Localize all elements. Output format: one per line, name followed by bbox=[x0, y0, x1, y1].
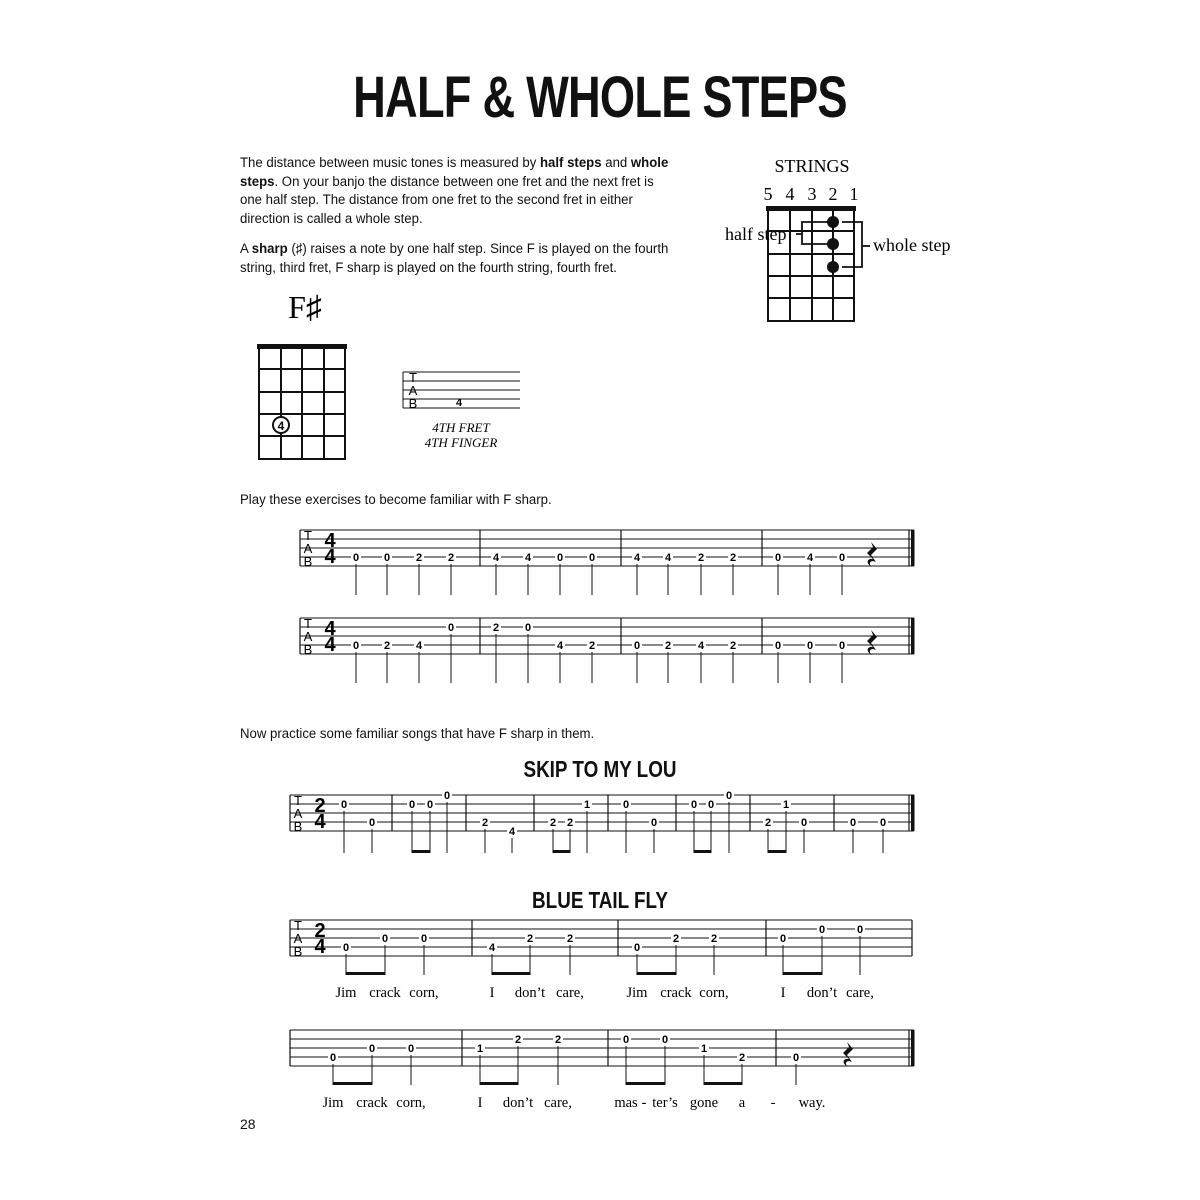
fret-number: 4 bbox=[508, 826, 516, 838]
lyric-syllable: Jim bbox=[626, 985, 648, 1001]
final-thick-barline bbox=[911, 795, 915, 831]
chord-grid bbox=[259, 347, 345, 459]
fret-number: 0 bbox=[661, 1034, 669, 1046]
fret-number: 0 bbox=[342, 942, 350, 954]
beam bbox=[704, 1082, 742, 1085]
fret-number: 2 bbox=[710, 933, 718, 945]
fret-number: 0 bbox=[556, 552, 564, 564]
tab-letter-b: B bbox=[293, 819, 303, 834]
lyric-syllable: corn, bbox=[396, 1095, 426, 1111]
fret-number: 0 bbox=[633, 640, 641, 652]
lyric-syllable: mas bbox=[614, 1095, 638, 1111]
fret-number: 0 bbox=[381, 933, 389, 945]
page-title: HALF & WHOLE STEPS bbox=[353, 65, 847, 130]
caption-line-2: 4TH FINGER bbox=[424, 435, 498, 450]
chord-nut bbox=[257, 344, 347, 349]
page-number: 28 bbox=[240, 1116, 256, 1132]
fret-number: 0 bbox=[856, 924, 864, 936]
tab-letter-b: B bbox=[303, 642, 313, 657]
fret-number: 0 bbox=[588, 552, 596, 564]
quarter-rest bbox=[843, 1042, 853, 1067]
fret-number: 0 bbox=[383, 552, 391, 564]
lyric-syllable: corn, bbox=[699, 985, 729, 1001]
lyric-syllable: - bbox=[641, 1095, 647, 1111]
final-thick-barline bbox=[911, 530, 915, 566]
lyric-syllable: I bbox=[477, 1095, 483, 1111]
fret-number: 2 bbox=[554, 1034, 562, 1046]
fret-number: 2 bbox=[549, 817, 557, 829]
fret-number: 0 bbox=[408, 799, 416, 811]
fret-number: 2 bbox=[764, 817, 772, 829]
fret-number: 0 bbox=[650, 817, 658, 829]
fret-number: 1 bbox=[476, 1043, 484, 1055]
fret-number: 2 bbox=[383, 640, 391, 652]
intro-text-1: The distance between music tones is measured by bbox=[240, 155, 540, 171]
fret-number: 1 bbox=[782, 799, 790, 811]
fret-number: 0 bbox=[800, 817, 808, 829]
fret-number: 0 bbox=[633, 942, 641, 954]
lyric-syllable: I bbox=[489, 985, 495, 1001]
fret-number: 2 bbox=[492, 622, 500, 634]
beam bbox=[412, 850, 430, 853]
fret-number: 0 bbox=[352, 552, 360, 564]
note-dot bbox=[827, 238, 839, 250]
strings-diagram bbox=[720, 150, 970, 330]
fret-number: 0 bbox=[707, 799, 715, 811]
fret-number: 0 bbox=[420, 933, 428, 945]
fret-number: 2 bbox=[415, 552, 423, 564]
exercise-instructions: Play these exercises to become familiar with F sharp. bbox=[240, 492, 552, 508]
final-thick-barline bbox=[911, 618, 915, 654]
fret-number: 4 bbox=[664, 552, 672, 564]
intro-text-3: . On your banjo the distance between one fret and the next fret is one half step. The distance from one fret to the second fret in either direction is called a whole step. bbox=[240, 173, 654, 227]
sharp-term: sharp bbox=[251, 241, 288, 257]
note-dot bbox=[827, 261, 839, 273]
lyric-syllable: care, bbox=[544, 1095, 572, 1111]
strings-heading: STRINGS bbox=[774, 156, 850, 176]
lyric-syllable: corn, bbox=[409, 985, 439, 1001]
fret-number: 0 bbox=[849, 817, 857, 829]
whole-step-bracket bbox=[842, 222, 870, 267]
fret-number: 2 bbox=[514, 1034, 522, 1046]
final-thick-barline bbox=[911, 1030, 915, 1066]
fret-number: 4 bbox=[697, 640, 705, 652]
string-number-1: 1 bbox=[849, 184, 859, 204]
caption-line-1: 4TH FRET bbox=[432, 420, 490, 435]
fret-number: 4 bbox=[806, 552, 814, 564]
beam bbox=[783, 972, 822, 975]
time-signature-top: 4 bbox=[324, 618, 336, 640]
string-number-3: 3 bbox=[807, 184, 817, 204]
tab-letter-t: T bbox=[294, 793, 302, 808]
fret-number: 2 bbox=[738, 1052, 746, 1064]
lyric-syllable: care, bbox=[846, 985, 874, 1001]
beam bbox=[480, 1082, 518, 1085]
fret-number: 0 bbox=[340, 799, 348, 811]
quarter-rest bbox=[867, 542, 877, 567]
lyric-syllable: don’t bbox=[502, 1095, 534, 1111]
lyric-syllable: a bbox=[738, 1095, 746, 1111]
tab-letter-t: T bbox=[304, 616, 312, 631]
exercise-1-tab bbox=[290, 520, 920, 615]
tab-letter-a: A bbox=[408, 383, 418, 398]
fret-number: 0 bbox=[622, 1034, 630, 1046]
chord-name: F♯ bbox=[288, 289, 322, 325]
half-steps-term: half steps bbox=[539, 155, 602, 171]
fret-number: 0 bbox=[838, 640, 846, 652]
time-signature-bottom: 4 bbox=[314, 936, 326, 958]
fret-number: 2 bbox=[481, 817, 489, 829]
blue-tail-fly-tab-line-1 bbox=[280, 910, 920, 1005]
songs-instructions: Now practice some familiar songs that have F sharp in them. bbox=[240, 726, 595, 742]
fret-number: 4 bbox=[455, 397, 463, 409]
tab-letter-a: A bbox=[293, 806, 303, 821]
finger-number: 4 bbox=[277, 419, 285, 433]
fret-number: 0 bbox=[690, 799, 698, 811]
lyric-syllable: - bbox=[770, 1095, 776, 1111]
lyric-syllable: Jim bbox=[322, 1095, 344, 1111]
tab-letter-a: A bbox=[303, 629, 313, 644]
fret-number: 0 bbox=[443, 790, 451, 802]
whole-step-label: whole step bbox=[873, 235, 951, 255]
beam bbox=[553, 850, 570, 853]
quarter-rest bbox=[867, 630, 877, 655]
fret-number: 4 bbox=[492, 552, 500, 564]
fret-number: 2 bbox=[566, 933, 574, 945]
intro-paragraph bbox=[240, 154, 677, 228]
beam bbox=[333, 1082, 372, 1085]
fret-number: 0 bbox=[447, 622, 455, 634]
fret-number: 0 bbox=[368, 1043, 376, 1055]
time-signature-bottom: 4 bbox=[324, 546, 336, 568]
fret-number: 4 bbox=[524, 552, 532, 564]
lyric-syllable: gone bbox=[689, 1095, 719, 1111]
fret-number: 2 bbox=[566, 817, 574, 829]
fret-number: 4 bbox=[415, 640, 423, 652]
fret-number: 2 bbox=[729, 640, 737, 652]
fret-number: 2 bbox=[729, 552, 737, 564]
string-number-2: 2 bbox=[828, 184, 838, 204]
fret-number: 0 bbox=[407, 1043, 415, 1055]
fret-number: 2 bbox=[588, 640, 596, 652]
song-title-skip-to-my-lou: SKIP TO MY LOU bbox=[523, 756, 677, 782]
intro-text-2: and bbox=[601, 155, 631, 171]
fret-number: 0 bbox=[779, 933, 787, 945]
fret-number: 4 bbox=[633, 552, 641, 564]
fret-number: 0 bbox=[368, 817, 376, 829]
fret-number: 4 bbox=[488, 942, 496, 954]
lyric-syllable: ter’s bbox=[652, 1095, 678, 1111]
lyric-syllable: don’t bbox=[514, 985, 546, 1001]
beam bbox=[694, 850, 711, 853]
blue-tail-fly-tab-line-2 bbox=[280, 1020, 920, 1115]
whole-steps-term: whole steps bbox=[240, 155, 669, 190]
sharp-text-2: (♯) raises a note by one half step. Since F is played on the fourth string, third fret, F sharp is played on the fourth string, fourth fret. bbox=[240, 241, 669, 276]
tab-letter-a: A bbox=[303, 541, 313, 556]
lyric-syllable: I bbox=[780, 985, 786, 1001]
exercise-2-tab bbox=[290, 608, 920, 703]
tab-letter-b: B bbox=[293, 944, 303, 959]
sharp-paragraph bbox=[240, 240, 677, 277]
fret-number: 0 bbox=[818, 924, 826, 936]
fret-number: 2 bbox=[447, 552, 455, 564]
time-signature-bottom: 4 bbox=[314, 811, 326, 833]
lyric-syllable: crack bbox=[660, 985, 692, 1001]
fret-number: 0 bbox=[329, 1052, 337, 1064]
fret-number: 0 bbox=[774, 640, 782, 652]
sharp-text-1: A bbox=[240, 241, 252, 257]
beam bbox=[637, 972, 676, 975]
skip-to-my-lou-tab bbox=[280, 785, 920, 860]
fret-number: 0 bbox=[806, 640, 814, 652]
beam bbox=[626, 1082, 665, 1085]
tab-letter-b: B bbox=[408, 396, 418, 411]
beam bbox=[492, 972, 530, 975]
tab-letter-t: T bbox=[409, 370, 417, 385]
fret-number: 0 bbox=[725, 790, 733, 802]
fret-number: 2 bbox=[664, 640, 672, 652]
f-sharp-tab bbox=[395, 365, 525, 455]
fret-number: 0 bbox=[352, 640, 360, 652]
fret-number: 0 bbox=[524, 622, 532, 634]
lyric-syllable: care, bbox=[556, 985, 584, 1001]
f-sharp-chord-diagram bbox=[250, 280, 360, 470]
fret-number: 4 bbox=[556, 640, 564, 652]
lyric-syllable: Jim bbox=[335, 985, 357, 1001]
note-dot bbox=[827, 216, 839, 228]
fret-number: 1 bbox=[583, 799, 591, 811]
fret-number: 0 bbox=[622, 799, 630, 811]
song-title-blue-tail-fly: BLUE TAIL FLY bbox=[532, 887, 668, 913]
fret-number: 2 bbox=[697, 552, 705, 564]
lyric-syllable: don’t bbox=[806, 985, 838, 1001]
fret-number: 0 bbox=[774, 552, 782, 564]
fret-number: 0 bbox=[792, 1052, 800, 1064]
fret-number: 1 bbox=[700, 1043, 708, 1055]
fret-number: 0 bbox=[879, 817, 887, 829]
fret-number: 2 bbox=[526, 933, 534, 945]
tab-letter-b: B bbox=[303, 554, 313, 569]
beam bbox=[768, 850, 786, 853]
time-signature-top: 2 bbox=[314, 795, 326, 817]
fret-number: 0 bbox=[838, 552, 846, 564]
fret-number: 0 bbox=[426, 799, 434, 811]
string-number-4: 4 bbox=[785, 184, 795, 204]
fret-number: 2 bbox=[672, 933, 680, 945]
tab-letter-t: T bbox=[294, 918, 302, 933]
lyric-syllable: way. bbox=[798, 1095, 826, 1111]
tab-letter-t: T bbox=[304, 528, 312, 543]
time-signature-top: 2 bbox=[314, 920, 326, 942]
nut bbox=[766, 206, 856, 211]
lyric-syllable: crack bbox=[356, 1095, 388, 1111]
tab-letter-a: A bbox=[293, 931, 303, 946]
time-signature-top: 4 bbox=[324, 530, 336, 552]
beam bbox=[346, 972, 385, 975]
time-signature-bottom: 4 bbox=[324, 634, 336, 656]
lyric-syllable: crack bbox=[369, 985, 401, 1001]
half-step-label: half step bbox=[725, 224, 787, 244]
string-number-5: 5 bbox=[763, 184, 773, 204]
